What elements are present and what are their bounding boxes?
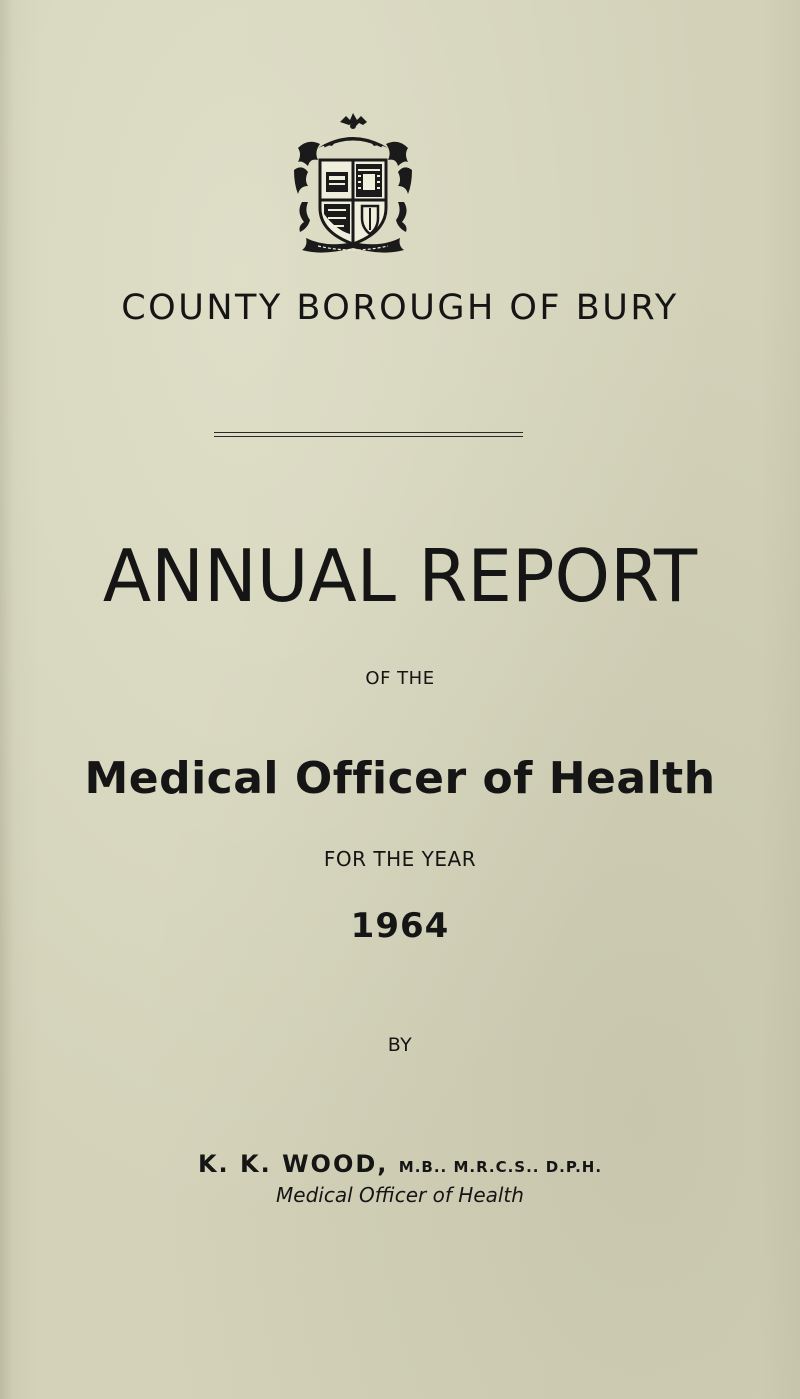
of-the-text: OF THE [365, 668, 435, 689]
report-title: ANNUAL REPORT [102, 534, 698, 618]
author-title: Medical Officer of Health [276, 1183, 524, 1207]
by-text: BY [387, 1034, 413, 1056]
report-subject: Medical Officer of Health [84, 753, 716, 804]
report-year: 1964 [350, 906, 450, 946]
reverse-show-through [0, 70, 800, 105]
divider-rule-top [214, 432, 523, 433]
author-qualifications: M.B.. M.R.C.S.. D.P.H. [398, 1158, 603, 1176]
author-line [0, 1150, 800, 1178]
author-name: K. K. WOOD, [197, 1150, 389, 1178]
borough-name: COUNTY BOROUGH OF BURY [121, 288, 679, 328]
divider-rule-bottom [214, 436, 523, 437]
for-the-year-text: FOR THE YEAR [323, 847, 477, 871]
borough-crest-image [288, 110, 418, 260]
